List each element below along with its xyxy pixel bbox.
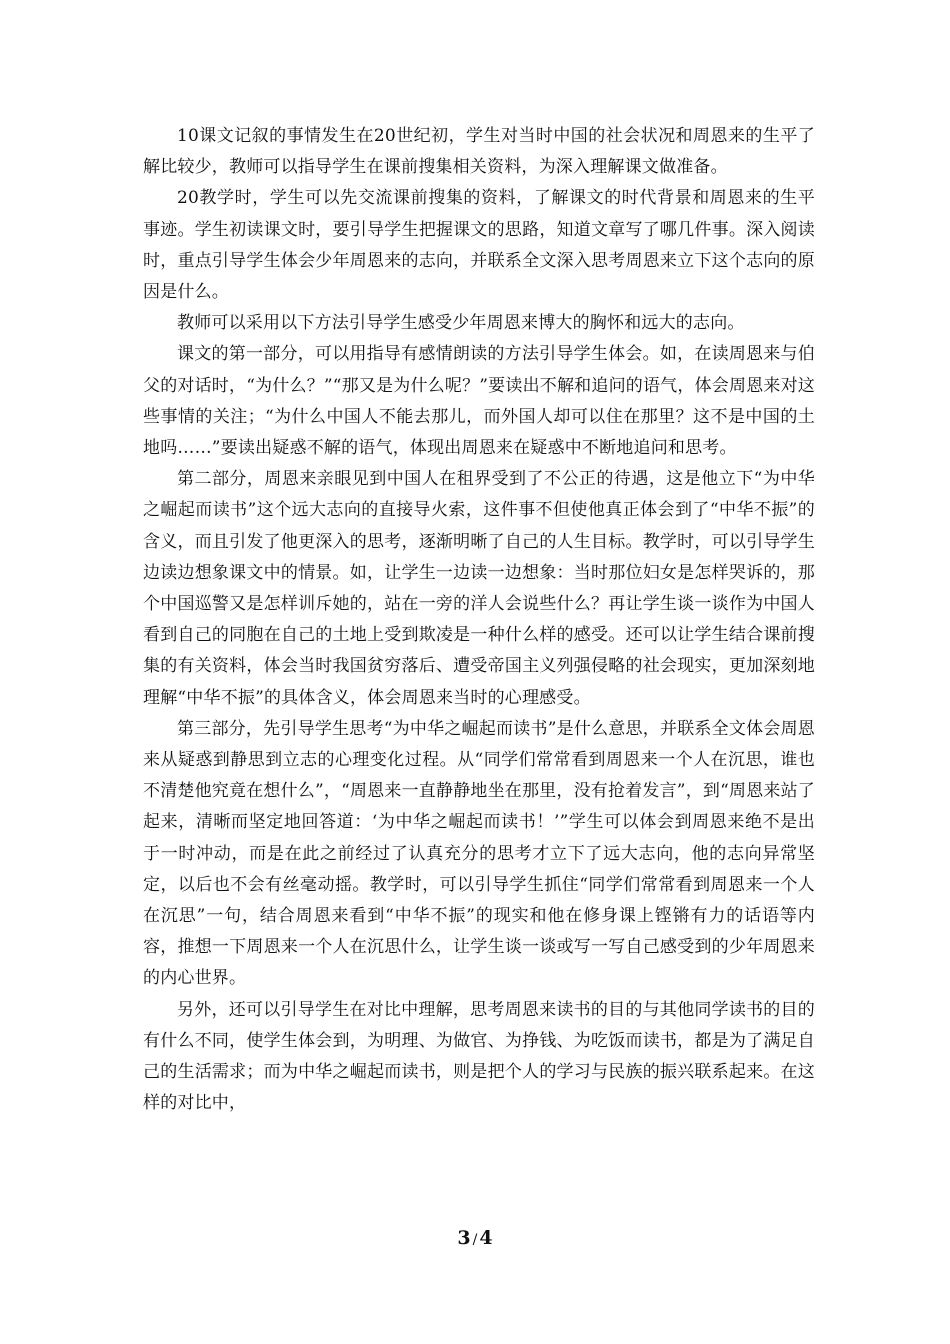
page-current: 3 [457, 1227, 471, 1249]
page-number [0, 1227, 950, 1249]
page-separator: / [472, 1232, 478, 1248]
paragraph: 教师可以采用以下方法引导学生感受少年周恩来博大的胸怀和远大的志向。 [177, 313, 745, 334]
paragraph: 第二部分，周恩来亲眼见到中国人在租界受到了不公正的待遇，这是他立下“为中华之崛起而读书”这个远大志向的直接导火索，这件事不但使他真正体会到了“中华不振”的含义，而且引发了他更深入的思考，逐渐明晰了自己的人生目标。教学时，可以引导学生边读边想象课文中的情景。如，让学生一边读一边想象：当时那位妇女是怎样哭诉的，那个中国巡警又是怎样训斥她的，站在一旁的洋人会说些什么？再让学生谈一谈作为中国人看到自己的同胞在自己的土地上受到欺凌是一种什么样的感受。还可以让学生结合课前搜集的有关资料，体会当时我国贫穷落后、遭受帝国主义列强侵略的社会现实，更加深刻地理解“中华不振”的具体含义，体会周恩来当时的心理感受。 [143, 469, 815, 708]
paragraph: 课文的第一部分，可以用指导有感情朗读的方法引导学生体会。如，在读周恩来与伯父的对话时，“为什么？”“那又是为什么呢？”要读出不解和追问的语气，体会周恩来对这些事情的关注；“为什么中国人不能去那儿，而外国人却可以住在那里？这不是中国的土地吗……”要读出疑惑不解的语气，体现出周恩来在疑惑中不断地追问和思考。 [143, 344, 815, 459]
body-text [143, 121, 815, 1120]
paragraph: 20教学时，学生可以先交流课前搜集的资料，了解课文的时代背景和周恩来的生平事迹。学生初读课文时，要引导学生把握课文的思路，知道文章写了哪几件事。深入阅读时，重点引导学生体会少年周恩来的志向，并联系全文深入思考周恩来立下这个志向的原因是什么。 [143, 188, 815, 303]
paragraph: 另外，还可以引导学生在对比中理解，思考周恩来读书的目的与其他同学读书的目的有什么不同，使学生体会到，为明理、为做官、为挣钱、为吃饭而读书，都是为了满足自己的生活需求；而为中华之崛起而读书，则是把个人的学习与民族的振兴联系起来。在这样的对比中， [143, 999, 815, 1114]
page-total: 4 [479, 1227, 493, 1249]
paragraph: 第三部分，先引导学生思考“为中华之崛起而读书”是什么意思，并联系全文体会周恩来从疑惑到静思到立志的心理变化过程。从“同学们常常看到周恩来一个人在沉思，谁也不清楚他究竟在想什么”，“周恩来一直静静地坐在那里，没有抢着发言”，到“周恩来站了起来，清晰而坚定地回答道：‘为中华之崛起而读书！’”学生可以体会到周恩来绝不是出于一时冲动，而是在此之前经过了认真充分的思考才立下了远大志向，他的志向异常坚定，以后也不会有丝毫动摇。教学时，可以引导学生抓住“同学们常常看到周恩来一个人在沉思”一句，结合周恩来看到“中华不振”的现实和他在修身课上铿锵有力的话语等内容，推想一下周恩来一个人在沉思什么，让学生谈一谈或写一写自己感受到的少年周恩来的内心世界。 [143, 718, 815, 989]
paragraph: 10课文记叙的事情发生在20世纪初，学生对当时中国的社会状况和周恩来的生平了解比较少，教师可以指导学生在课前搜集相关资料，为深入理解课文做准备。 [143, 126, 815, 178]
